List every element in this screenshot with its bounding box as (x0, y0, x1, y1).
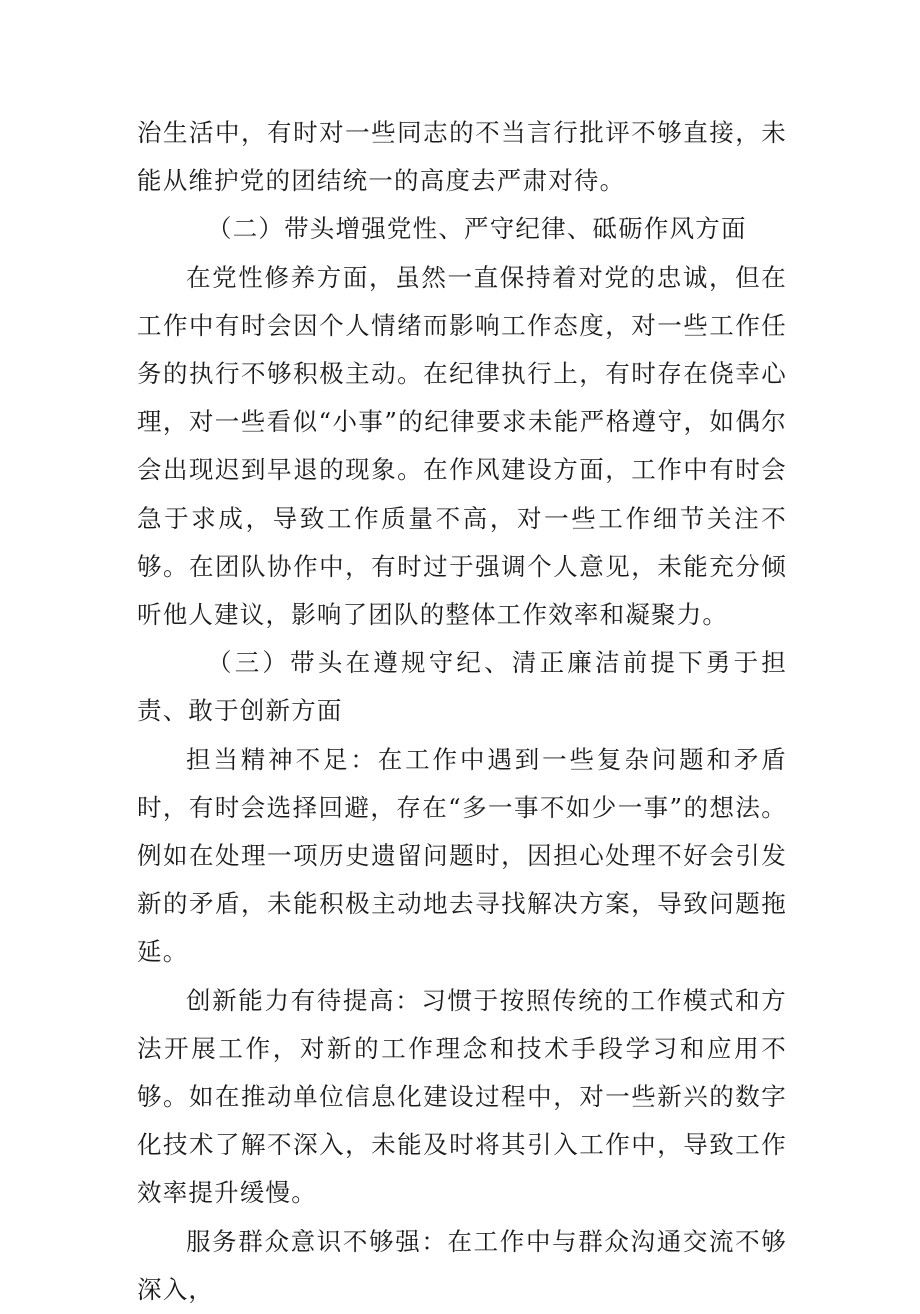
document-body (137, 109, 787, 1314)
section-heading-2: （二）带头增强党性、严守纪律、砥砺作风方面 (207, 214, 747, 244)
paragraph-responsibility: 担当精神不足：在工作中遇到一些复杂问题和矛盾时，有时会选择回避，存在“多一事不如少一事”的想法。例如在处理一项历史遗留问题时，因担心处理不好会引发新的矛盾，未能积极主动地去寻找解决方案，导致问题拖延。 (137, 744, 787, 967)
section-heading-3: （三）带头在遵规守纪、清正廉洁前提下勇于担责、敢于创新方面 (137, 648, 787, 726)
paragraph-service: 服务群众意识不够强：在工作中与群众沟通交流不够深入， (137, 1226, 787, 1304)
paragraph-party-discipline: 在党性修养方面，虽然一直保持着对党的忠诚，但在工作中有时会因个人情绪而影响工作态度，对一些工作任务的执行不够积极主动。在纪律执行上，有时存在侥幸心理，对一些看似“小事”的纪律要求未能严格遵守，如偶尔会出现迟到早退的现象。在作风建设方面，工作中有时会急于求成，导致工作质量不高，对一些工作细节关注不够。在团队协作中，有时过于强调个人意见，未能充分倾听他人建议，影响了团队的整体工作效率和凝聚力。 (137, 262, 787, 630)
paragraph-innovation: 创新能力有待提高：习惯于按照传统的工作模式和方法开展工作，对新的工作理念和技术手段学习和应用不够。如在推动单位信息化建设过程中，对一些新兴的数字化技术了解不深入，未能及时将其引入工作中，导致工作效率提升缓慢。 (137, 985, 787, 1208)
paragraph-continuation: 治生活中，有时对一些同志的不当言行批评不够直接，未能从维护党的团结统一的高度去严肃对待。 (137, 118, 787, 196)
